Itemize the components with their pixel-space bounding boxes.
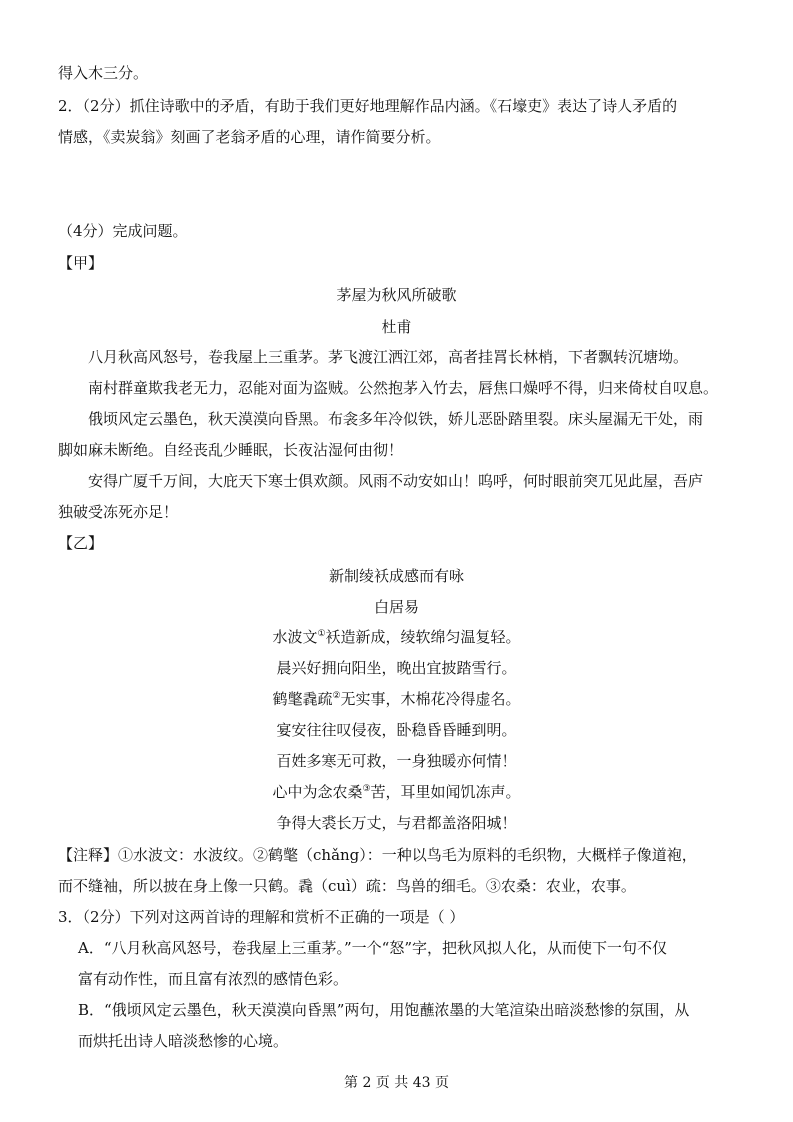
poem-2-text: 无实事，木棉花冷得虚名。 bbox=[340, 690, 521, 708]
option-b-line-1: B．“俄顷风定云墨色，秋天漠漠向昏黑”两句，用饱蘸浓墨的大笔渲染出暗淡愁惨的氛围，从 bbox=[78, 1001, 690, 1019]
poem-1-line: 俄顷风定云墨色，秋天漠漠向昏黑。布衾多年冷似铁，娇儿恶卧踏里裂。床头屋漏无干处，雨 bbox=[88, 410, 704, 428]
poem-2-line: 晨兴好拥向阳坐，晚出宜披踏雪行。 bbox=[276, 659, 517, 677]
poem-1-line: 脚如麻未断绝。自经丧乱少睡眠，长夜沾湿何由彻！ bbox=[58, 441, 404, 459]
notes-line-1: 【注释】①水波文：水波纹。②鹤氅（chǎng）：一种以鸟毛为原料的毛织物，大概样子像道袍， bbox=[58, 846, 697, 864]
poem-2-text: 鹤氅毳疏 bbox=[272, 690, 333, 708]
poem-2-title: 新制绫袄成感而有咏 bbox=[328, 567, 464, 585]
poem-2-text: 苦，耳里如闻饥冻声。 bbox=[370, 783, 521, 801]
poem-1-line: 独破受冻死亦足！ bbox=[58, 503, 179, 521]
poem-2-text: 水波文 bbox=[272, 628, 318, 646]
poem-1-line: 安得广厦千万间，大庇天下寒士俱欢颜。风雨不动安如山！呜呼，何时眼前突兀见此屋，吾庐 bbox=[88, 472, 704, 490]
poem-2-line bbox=[0, 689, 793, 709]
footnote-marker: ② bbox=[332, 691, 341, 701]
option-a-line-2: 富有动作性，而且富有浓烈的感情色彩。 bbox=[78, 970, 349, 988]
text-line: 得入木三分。 bbox=[58, 64, 149, 82]
poem-2-line: 争得大裘长万丈，与君都盖洛阳城！ bbox=[276, 814, 517, 832]
poem-2-author: 白居易 bbox=[373, 598, 419, 616]
section-yi-label: 【乙】 bbox=[58, 534, 104, 552]
poem-2-line bbox=[0, 627, 793, 647]
poem-2-line: 百姓多寒无可救，一身独暖亦何情！ bbox=[276, 752, 517, 770]
question-2-line-1: 2．（2分）抓住诗歌中的矛盾，有助于我们更好地理解作品内涵。《石壕吏》表达了诗人矛盾的 bbox=[58, 97, 678, 115]
option-b-line-2: 而烘托出诗人暗淡愁惨的心境。 bbox=[78, 1032, 289, 1050]
poem-1-line: 南村群童欺我老无力，忍能对面为盗贼。公然抱茅入竹去，唇焦口燥呼不得，归来倚杖自叹息。 bbox=[88, 379, 719, 397]
footnote-marker: ① bbox=[317, 629, 326, 639]
poem-1-title: 茅屋为秋风所破歌 bbox=[336, 286, 457, 304]
page-number: 第 2 页 共 43 页 bbox=[344, 1075, 449, 1091]
poem-2-text: 心中为念农桑 bbox=[272, 783, 363, 801]
notes-line-2: 而不缝袖，所以披在身上像一只鹤。毳（cuì）疏：鸟兽的细毛。③农桑：农业，农事。 bbox=[58, 877, 636, 895]
poem-2-line bbox=[0, 782, 793, 802]
poem-2-line: 宴安往往叹侵夜，卧稳昏昏睡到明。 bbox=[276, 721, 517, 739]
question-2-line-2: 情感，《卖炭翁》刻画了老翁矛盾的心理，请作简要分析。 bbox=[58, 128, 441, 146]
poem-2-text: 袄造新成，绫软绵匀温复轻。 bbox=[325, 628, 521, 646]
question-3-stem: 3．（2分）下列对这两首诗的理解和赏析不正确的一项是（ ） bbox=[58, 908, 465, 926]
option-a-line-1: A．“八月秋高风怒号，卷我屋上三重茅。”一个“怒”字，把秋风拟人化，从而使下一句不仅 bbox=[78, 939, 668, 957]
section-intro: （4分）完成问题。 bbox=[58, 222, 188, 240]
section-jia-label: 【甲】 bbox=[58, 254, 104, 272]
poem-1-line: 八月秋高风怒号，卷我屋上三重茅。茅飞渡江洒江郊，高者挂罥长林梢，下者飘转沉塘坳。 bbox=[88, 348, 689, 366]
footnote-marker: ③ bbox=[362, 784, 371, 794]
poem-1-author: 杜甫 bbox=[381, 318, 412, 336]
